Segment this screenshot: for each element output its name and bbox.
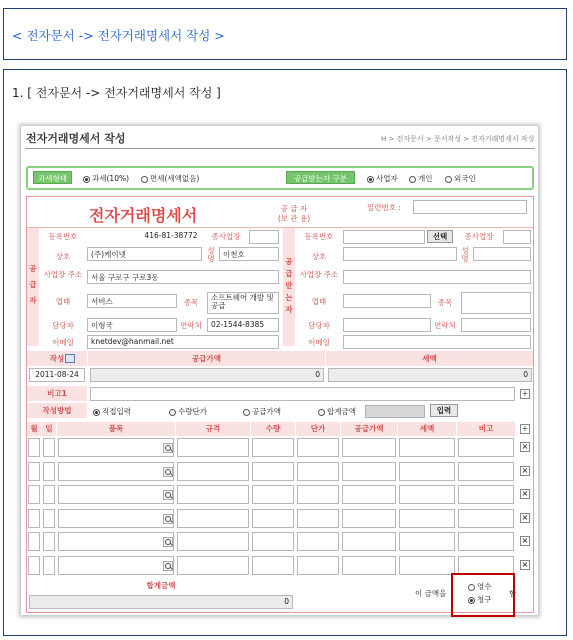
label-business: 업태	[55, 297, 71, 306]
label-name: 상호	[55, 252, 71, 261]
tax-amount-header: 세액	[326, 351, 533, 366]
receiver-ceo-input[interactable]	[473, 247, 531, 261]
row-supply-input[interactable]	[342, 556, 396, 575]
copy-label: 공 급 자	[280, 204, 308, 213]
radio-icon	[318, 409, 325, 416]
col-supply-amount: 공급가액	[341, 422, 397, 436]
row-qty-input[interactable]	[252, 462, 294, 481]
row-day-input[interactable]	[43, 462, 55, 481]
receipt-option-claim[interactable]: 청구	[468, 594, 492, 605]
row-unit-price-input[interactable]	[297, 556, 339, 575]
radio-icon	[243, 409, 250, 416]
receiver-manager-input[interactable]	[343, 318, 431, 332]
row-month-input[interactable]	[28, 509, 40, 528]
step-label: 1. [ 전자문서 -> 전자거래명세서 작성 ]	[12, 86, 221, 100]
window-title: 전자거래명세서 작성	[26, 132, 126, 145]
row-qty-input[interactable]	[252, 438, 294, 457]
row-item-input[interactable]	[58, 485, 174, 504]
add-remark-icon[interactable]: +	[521, 389, 529, 398]
receiver-label-business: 업태	[311, 297, 327, 306]
row-qty-input[interactable]	[252, 485, 294, 504]
radio-icon	[169, 409, 176, 416]
row-qty-input[interactable]	[252, 556, 294, 575]
supplier-address-input[interactable]: 서울 구로구 구로3동	[87, 270, 279, 284]
row-month-input[interactable]	[28, 485, 40, 504]
select-receiver-button[interactable]: 선택	[427, 230, 453, 243]
supplier-branch-input[interactable]	[249, 230, 279, 244]
date-header: 작성	[27, 351, 87, 366]
col-month: 월	[27, 422, 41, 436]
receiver-option-foreigner[interactable]: 외국인	[445, 173, 476, 184]
receiver-name-input[interactable]	[343, 247, 457, 261]
col-remark: 비고	[457, 422, 515, 436]
row-qty-input[interactable]	[252, 509, 294, 528]
date-input[interactable]: 2011-08-24	[29, 368, 85, 382]
label-ceo: 성명	[207, 246, 215, 263]
row-tax-input[interactable]	[399, 556, 455, 575]
supplier-name-input[interactable]: (주)케이넷	[87, 247, 202, 261]
row-remark-input[interactable]	[458, 532, 514, 551]
receiver-label-reg-no: 등록번호	[304, 232, 334, 241]
row-spec-input[interactable]	[177, 438, 249, 457]
supply-amount-field: 0	[90, 368, 324, 382]
remark-label: 비고1	[27, 386, 87, 401]
row-supply-input[interactable]	[342, 532, 396, 551]
row-spec-input[interactable]	[177, 556, 249, 575]
radio-icon	[83, 176, 90, 183]
row-item-input[interactable]	[58, 462, 174, 481]
supplier-email-input[interactable]: knetdev@hanmail.net	[87, 335, 279, 349]
row-day-input[interactable]	[43, 509, 55, 528]
receiver-phone-input[interactable]	[461, 318, 531, 332]
row-item-input[interactable]	[58, 556, 174, 575]
row-qty-input[interactable]	[252, 532, 294, 551]
row-item-input[interactable]	[58, 438, 174, 457]
supplier-ceo-input[interactable]: 이천호	[219, 247, 279, 261]
tax-type-label: 과세형태	[33, 171, 72, 184]
total-amount-field: 0	[29, 595, 293, 609]
input-button[interactable]: 입력	[430, 404, 458, 417]
supplier-business-input[interactable]: 서비스	[87, 294, 177, 308]
method-option-qty-price[interactable]: 수량단가	[169, 406, 207, 417]
method-option-direct[interactable]: 직접입력	[93, 406, 131, 417]
delete-row-icon[interactable]: ×	[521, 489, 529, 498]
row-month-input[interactable]	[28, 532, 40, 551]
row-month-input[interactable]	[28, 462, 40, 481]
receipt-option-received[interactable]: 영수	[468, 581, 492, 592]
receiver-branch-input[interactable]	[503, 230, 531, 244]
radio-icon	[367, 176, 374, 183]
row-tax-input[interactable]	[399, 462, 455, 481]
row-unit-price-input[interactable]	[297, 462, 339, 481]
label-manager: 담당자	[52, 321, 74, 330]
row-tax-input[interactable]	[399, 485, 455, 504]
row-spec-input[interactable]	[177, 485, 249, 504]
page-breadcrumb: < 전자문서 -> 전자거래명세서 작성 >	[12, 28, 225, 43]
row-month-input[interactable]	[28, 438, 40, 457]
row-supply-input[interactable]	[342, 438, 396, 457]
receiver-label-name: 상호	[311, 252, 327, 261]
search-icon[interactable]	[163, 561, 173, 571]
add-row-icon[interactable]: +	[521, 424, 529, 433]
supplier-phone-input[interactable]: 02-1544-8385	[207, 318, 279, 332]
row-spec-input[interactable]	[177, 509, 249, 528]
tax-option-exempt[interactable]: 면세(세액없음)	[141, 173, 199, 184]
receiver-business-input[interactable]	[343, 294, 431, 308]
receiver-option-individual[interactable]: 개인	[409, 173, 433, 184]
supplier-reg-no: 416-81-38772	[144, 231, 198, 240]
search-icon[interactable]	[163, 514, 173, 524]
serial-label: 일련번호 :	[367, 203, 401, 212]
search-icon[interactable]	[163, 467, 173, 477]
receiver-email-input[interactable]	[343, 335, 531, 349]
label-email: 이메일	[52, 338, 74, 347]
total-label: 합계금액	[27, 578, 295, 593]
row-unit-price-input[interactable]	[297, 438, 339, 457]
row-unit-price-input[interactable]	[297, 509, 339, 528]
row-supply-input[interactable]	[342, 485, 396, 504]
supplier-item-input[interactable]: 소프트웨어 개발 및 공급	[207, 292, 279, 314]
row-item-input[interactable]	[58, 532, 174, 551]
receiver-reg-no-input[interactable]	[343, 230, 425, 244]
row-remark-input[interactable]	[458, 438, 514, 457]
col-qty: 수량	[251, 422, 295, 436]
remark-input[interactable]	[90, 387, 515, 401]
copy-sub-label: (보 관 용)	[277, 214, 311, 223]
window-breadcrumb: H > 전자문서 > 문서작성 > 전자거래명세서 작성	[381, 135, 535, 143]
radio-icon	[409, 176, 416, 183]
document-title: 전자거래명세서	[89, 206, 198, 225]
receiver-type-label: 공급받는자 구분	[286, 171, 355, 184]
col-item: 품목	[57, 422, 175, 436]
serial-input[interactable]	[413, 200, 527, 214]
receiver-side-label: 공급받는자	[285, 257, 293, 314]
label-phone: 연락처	[180, 321, 202, 330]
tax-amount-field: 0	[328, 368, 532, 382]
radio-icon	[141, 176, 148, 183]
row-day-input[interactable]	[43, 532, 55, 551]
label-address: 사업장 주소	[43, 270, 83, 279]
receiver-label-branch: 종사업장	[464, 232, 494, 241]
delete-row-icon[interactable]: ×	[521, 442, 529, 451]
receiver-label-ceo: 성명	[461, 246, 469, 263]
highlight-box	[451, 573, 515, 617]
row-day-input[interactable]	[43, 438, 55, 457]
search-icon[interactable]	[163, 537, 173, 547]
method-option-supply[interactable]: 공급가액	[243, 406, 281, 417]
method-label: 작성방법	[27, 403, 87, 418]
receiver-label-phone: 연락처	[434, 321, 456, 330]
col-tax: 세액	[398, 422, 456, 436]
supplier-side-label: 공급자	[29, 264, 37, 305]
amount-suffix-text: 함	[509, 589, 517, 598]
row-remark-input[interactable]	[458, 509, 514, 528]
label-reg-no: 등록번호	[48, 232, 78, 241]
delete-row-icon[interactable]: ×	[521, 536, 529, 545]
col-spec: 규격	[176, 422, 250, 436]
row-month-input[interactable]	[28, 556, 40, 575]
delete-row-icon[interactable]: ×	[521, 560, 529, 569]
receiver-label-email: 이메일	[308, 338, 330, 347]
method-amount-field[interactable]	[365, 405, 425, 418]
app-screenshot	[21, 126, 538, 615]
row-supply-input[interactable]	[342, 462, 396, 481]
row-tax-input[interactable]	[399, 532, 455, 551]
supplier-manager-input[interactable]: 이형국	[87, 318, 177, 332]
col-unit-price: 단가	[296, 422, 340, 436]
row-unit-price-input[interactable]	[297, 532, 339, 551]
method-option-total[interactable]: 합계금액	[318, 406, 356, 417]
search-icon[interactable]	[163, 490, 173, 500]
amount-prefix-text: 이 금액을	[415, 589, 447, 598]
delete-row-icon[interactable]: ×	[521, 466, 529, 475]
receiver-label-item: 종목	[437, 298, 453, 307]
row-spec-input[interactable]	[177, 532, 249, 551]
row-day-input[interactable]	[43, 485, 55, 504]
receiver-address-input[interactable]	[343, 270, 531, 284]
receiver-label-address: 사업장 주소	[299, 270, 339, 279]
label-item: 종목	[183, 298, 199, 307]
row-remark-input[interactable]	[458, 462, 514, 481]
row-remark-input[interactable]	[458, 485, 514, 504]
title-divider	[25, 148, 535, 149]
row-tax-input[interactable]	[399, 438, 455, 457]
col-day: 일	[42, 422, 56, 436]
radio-icon	[445, 176, 452, 183]
row-unit-price-input[interactable]	[297, 485, 339, 504]
divider	[27, 227, 533, 228]
row-tax-input[interactable]	[399, 509, 455, 528]
receiver-option-business[interactable]: 사업자	[367, 173, 398, 184]
row-day-input[interactable]	[43, 556, 55, 575]
radio-icon	[93, 409, 100, 416]
calendar-icon[interactable]	[65, 354, 75, 363]
row-item-input[interactable]	[58, 509, 174, 528]
search-icon[interactable]	[163, 443, 173, 453]
receiver-item-input[interactable]	[461, 292, 531, 314]
row-supply-input[interactable]	[342, 509, 396, 528]
delete-row-icon[interactable]: ×	[521, 513, 529, 522]
tax-option-taxable[interactable]: 과세(10%)	[83, 173, 129, 184]
label-branch: 종사업장	[211, 232, 241, 241]
receiver-label-manager: 담당자	[308, 321, 330, 330]
row-spec-input[interactable]	[177, 462, 249, 481]
supply-amount-header: 공급가액	[88, 351, 325, 366]
